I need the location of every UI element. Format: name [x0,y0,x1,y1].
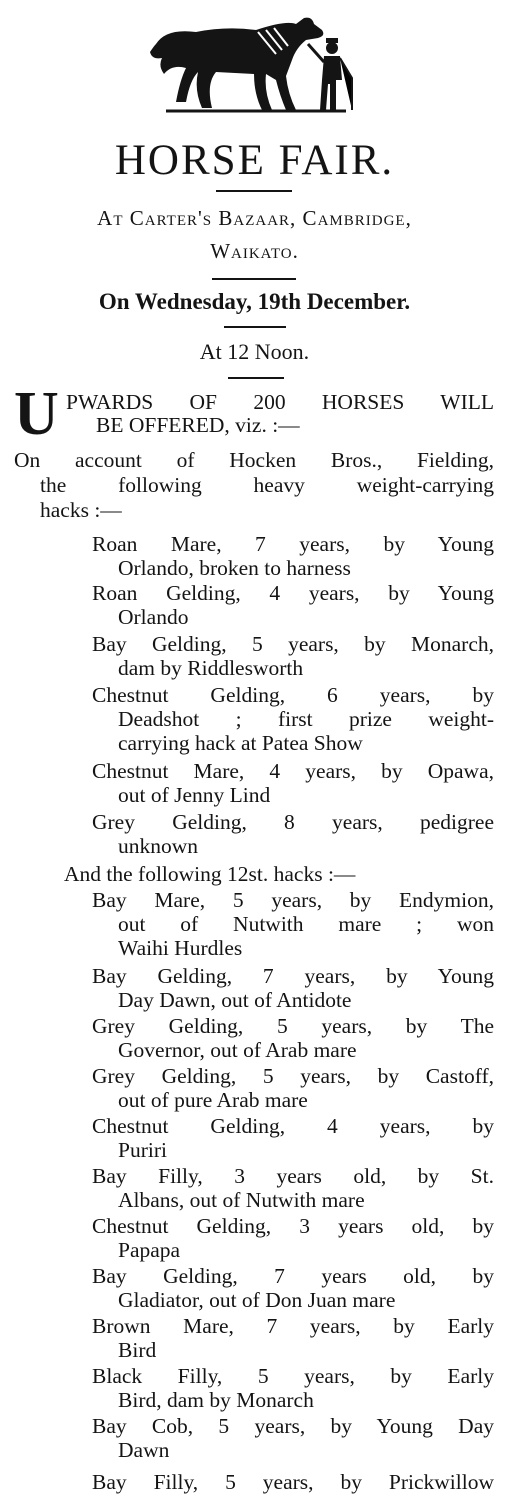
list-item-line: Gladiator, out of Don Juan mare [118,1288,396,1312]
list-item-line: Chestnut Gelding, 6 years, by [92,683,494,707]
divider [224,326,286,328]
list-item-line: Grey Gelding, 5 years, by The [92,1014,494,1038]
list-item-line: Roan Gelding, 4 years, by Young [92,581,494,605]
sale-date: On Wednesday, 19th December. [98,289,411,314]
page-title: HORSE FAIR. [114,137,395,184]
list-item-line: Puriri [118,1138,167,1162]
list-item-line: Bay Filly, 3 years old, by St. [92,1164,494,1188]
divider [212,278,296,280]
list-item-line: Bird [118,1338,157,1362]
intro-line: BE OFFERED, viz. :— [96,413,300,437]
list-item-line: Chestnut Mare, 4 years, by Opawa, [92,759,494,783]
intro-line: PWARDS OF 200 HORSES WILL [66,390,494,414]
list-item-line: Chestnut Gelding, 4 years, by [92,1114,494,1138]
list-item-line: Bay Gelding, 7 years old, by [92,1264,494,1288]
divider [228,377,284,379]
sale-time: At 12 Noon. [199,339,310,364]
list-item-line: Orlando, broken to harness [118,556,351,580]
list-item-line: Bay Gelding, 5 years, by Monarch, [92,632,494,656]
list-item-line: Deadshot ; first prize weight- [118,707,494,731]
account-line: hacks :— [40,498,122,522]
list-item-line: Governor, out of Arab mare [118,1038,357,1062]
list-item-line: Roan Mare, 7 years, by Young [92,532,494,556]
list-item-line: carrying hack at Patea Show [118,731,363,755]
list-item-line: Brown Mare, 7 years, by Early [92,1314,494,1338]
list-item-line: Chestnut Gelding, 3 years old, by [92,1214,494,1238]
list-item-line: Bay Gelding, 7 years, by Young [92,964,494,988]
list-item-line: out of pure Arab mare [118,1088,308,1112]
list-item-line: Dawn [118,1438,170,1462]
list-item-line: dam by Riddlesworth [118,656,304,680]
list-item-line: Bird, dam by Monarch [118,1388,314,1412]
list-item-line: out of Jenny Lind [118,783,271,807]
list-item-line: out of Nutwith mare ; won [118,912,494,936]
list-item-line: Papapa [118,1238,181,1262]
venue-line: Waikato. [210,239,299,263]
list-item-line: unknown [118,834,199,858]
list-item-line: Bay Filly, 5 years, by Prickwillow [92,1470,494,1494]
drop-cap: U [14,380,59,448]
section-heading: And the following 12st. hacks :— [64,862,356,886]
masthead [0,0,509,112]
list-item-line: Bay Cob, 5 years, by Young Day [92,1414,494,1438]
list-item-line: Day Dawn, out of Antidote [118,988,352,1012]
venue-line: At Carter's Bazaar, Cambridge, [97,206,412,230]
divider [216,190,292,192]
account-line: On account of Hocken Bros., Fielding, [14,448,494,472]
list-item-line: Albans, out of Nutwith mare [118,1188,365,1212]
list-item-line: Grey Gelding, 5 years, by Castoff, [92,1064,494,1088]
list-item-line: Bay Mare, 5 years, by Endymion, [92,888,494,912]
account-line: the following heavy weight-carrying [40,473,494,497]
list-item-line: Waihi Hurdles [118,936,243,960]
list-item-line: Orlando [118,605,189,629]
horse-and-handler-woodcut-icon [146,14,356,114]
list-item-line: Grey Gelding, 8 years, pedigree [92,810,494,834]
list-item-line: Black Filly, 5 years, by Early [92,1364,494,1388]
